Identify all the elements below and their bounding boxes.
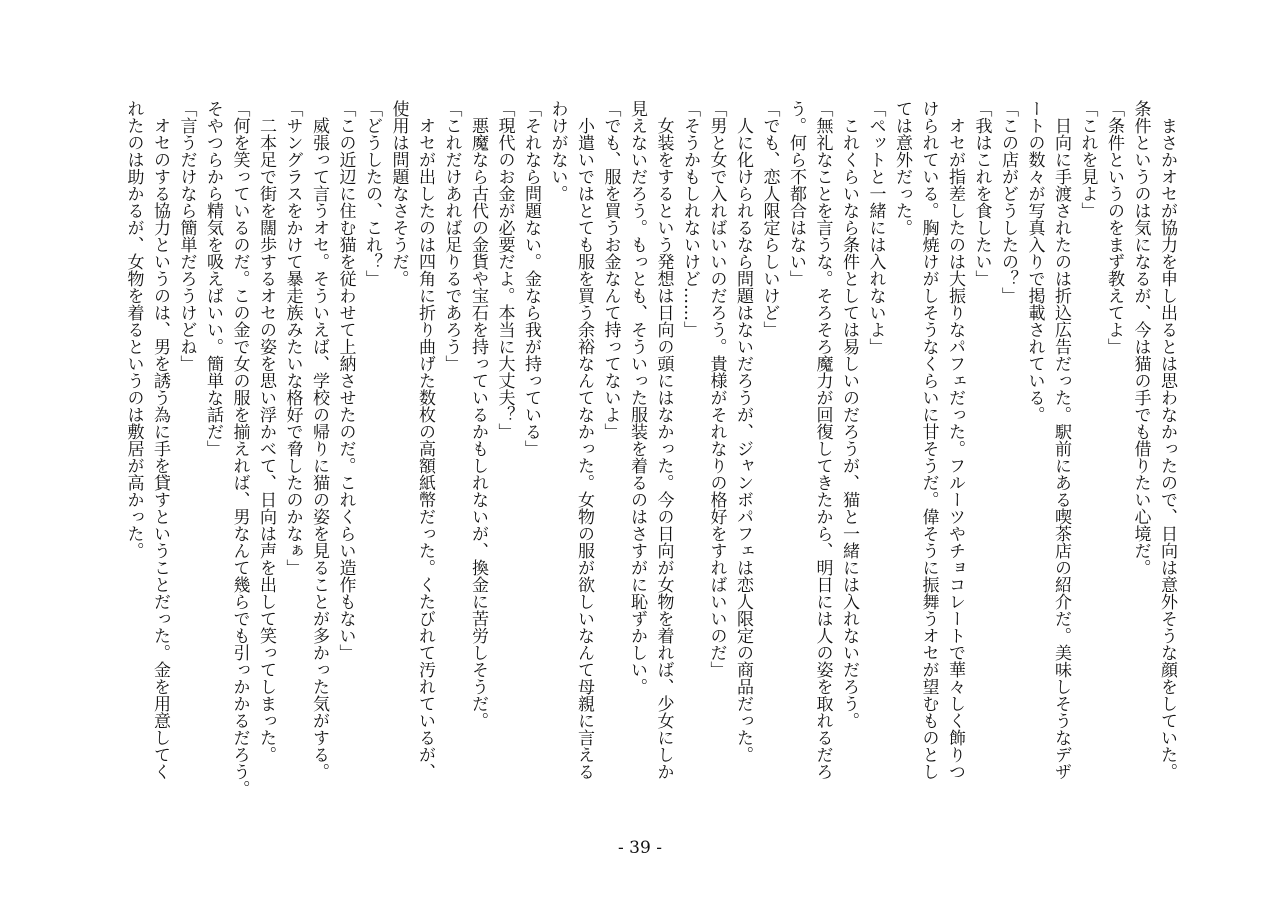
text-line: オセのする協力というのは、男を誘う為に手を貸すということだった。金を用意してく — [150, 100, 170, 780]
text-line: ートの数々が写真入りで掲載されている。 — [1024, 100, 1045, 423]
text-line: 日向に手渡されたのは折込広告だった。駅前にある喫茶店の紹介だ。美味しそうなデザ — [1051, 100, 1071, 780]
text-line: 悪魔なら古代の金貨や宝石を持っているかもしれないが、換金に苦労しそうだ。 — [468, 100, 488, 729]
text-line: 女装をするという発想は日向の頭にはなかった。今の日向が女物を着れば、少女にしか — [653, 100, 674, 780]
text-line: 見えないだろう。もっとも、そういった服装を着るのはさすがに恥ずかしい。 — [627, 100, 647, 695]
text-line: 使用は問題なさそうだ。 — [388, 100, 409, 287]
text-line: 「この店がどうしたの？」 — [998, 100, 1018, 304]
text-line: れたのは助かるが、女物を着るというのは敷居が高かった。 — [123, 100, 144, 559]
text-line: 「ペットと一緒には入れないよ」 — [865, 100, 886, 355]
text-line: 「そうかもしれないけど……」 — [680, 100, 700, 338]
text-line: 「この近辺に住む猫を従わせて上納させたのだ。これくらい造作もない」 — [335, 100, 356, 661]
text-line: オセが出したのは四角に折り曲げた数枚の高額紙幣だった。くたびれて汚れているが、 — [415, 100, 435, 780]
text-line: 「これを見よ」 — [1077, 100, 1098, 219]
text-line: 人に化けられるなら問題はないだろうが、ジャンボパフェは恋人限定の商品だった。 — [733, 100, 753, 763]
text-line: 「無礼なことを言うな。そろそろ魔力が回復してきたから、明日には人の姿を取れるだろ — [812, 100, 833, 780]
text-line: 「それなら問題ない。金なら我が持っている」 — [521, 100, 541, 457]
text-line: 小遣いではとても服を買う余裕なんてなかった。女物の服が欲しいなんて母親に言える — [574, 100, 594, 780]
text-line: 「男と女で入ればいいのだろう。貴様がそれなりの格好をすればいいのだ」 — [706, 100, 727, 678]
page-number: - 39 - — [618, 838, 662, 858]
text-line: まさかオセが協力を申し出るとは思わなかったので、日向は意外そうな顔をしていた。 — [1157, 100, 1177, 780]
text-line: けられている。胸焼けがしそうなくらいに甘そうだ。偉そうに振舞うオセが望むものとし — [918, 100, 939, 780]
text-line: わけがない。 — [547, 100, 568, 202]
vertical-text-body — [100, 100, 1180, 820]
text-line: 二本足で街を闊歩するオセの姿を思い浮かべて、日向は声を出して笑ってしまった。 — [256, 100, 276, 763]
text-line: う。何ら不都合はない」 — [786, 100, 806, 287]
text-line: 「これだけあれば足りるであろう」 — [441, 100, 462, 372]
text-line: 「でも、恋人限定らしいけど」 — [759, 100, 780, 338]
text-line: 「条件というのをまず教えてよ」 — [1104, 100, 1124, 355]
text-line: 「でも、服を買うお金なんて持ってないよ」 — [600, 100, 621, 440]
text-line: そやつらから精気を吸えばいい。簡単な話だ」 — [203, 100, 223, 457]
text-line: 「我はこれを食したい」 — [971, 100, 992, 287]
text-line: 「サングラスをかけて暴走族みたいな格好で脅したのかなぁ」 — [282, 100, 303, 576]
text-line: 「現代のお金が必要だよ。本当に大丈夫？」 — [494, 100, 515, 440]
text-line: オセが指差したのは大振りなパフェだった。フルーツやチョコレートで華々しく飾りつ — [945, 100, 965, 780]
text-line: 威張って言うオセ。そういえば、学校の帰りに猫の姿を見ることが多かった気がする。 — [309, 100, 329, 780]
text-line: これくらいなら条件としては易しいのだろうが、猫と一緒には入れないだろう。 — [839, 100, 859, 729]
text-line: ては意外だった。 — [892, 100, 912, 236]
text-line: 「どうしたの、これ？」 — [362, 100, 382, 287]
text-line: 「何を笑っているのだ。この金で女の服を揃えれば、男なんて幾らでも引っかかるだろう。 — [229, 100, 250, 797]
text-line: 条件というのは気になるが、今は猫の手でも借りたい心境だ。 — [1130, 100, 1151, 576]
text-line: 「言うだけなら簡単だろうけどね」 — [176, 100, 197, 372]
